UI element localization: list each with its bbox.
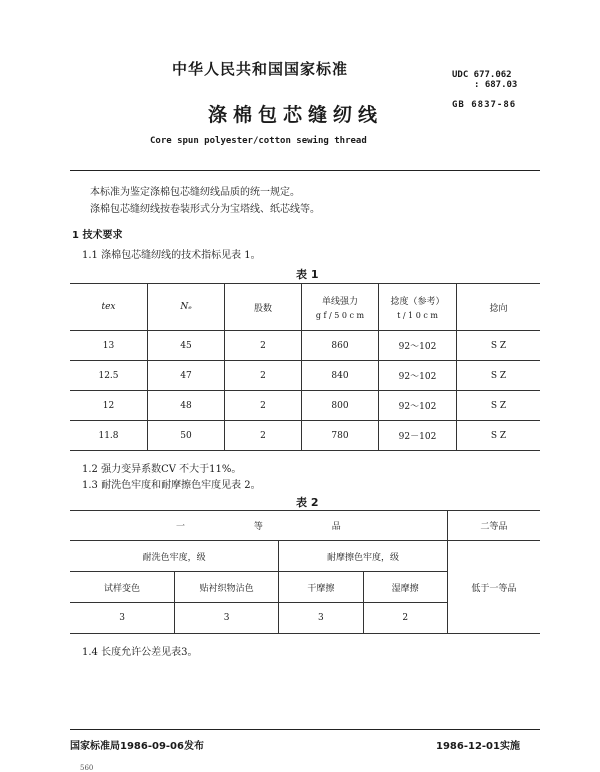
th-tex: tex	[70, 284, 148, 331]
table-2-grade-row	[70, 511, 540, 541]
cell-ne: 45	[148, 331, 225, 361]
cell-tex: 11.8	[70, 421, 148, 451]
cell-direction: S Z	[457, 391, 541, 421]
gb-code: GB 6837-86	[452, 100, 517, 110]
grade-1-char-3: 品	[331, 522, 341, 532]
table-2	[70, 510, 540, 634]
issue-date: 国家标准局1986-09-06发布	[70, 741, 204, 752]
th-twist-l2: t / 1 0 c m	[397, 311, 438, 320]
udc-line-1: UDC 677.062	[452, 70, 512, 80]
grade-1-header	[70, 511, 447, 541]
udc-line-2: : 687.03	[474, 80, 518, 90]
th-twist	[379, 284, 457, 331]
table-1-caption: 表 1	[296, 268, 319, 281]
section-1-heading: 1 技术要求	[72, 230, 123, 241]
standard-org-title: 中华人民共和国国家标准	[172, 60, 349, 78]
cell-tex: 13	[70, 331, 148, 361]
table-row	[70, 331, 540, 361]
stain-header: 贴衬织物沾色	[175, 572, 279, 603]
cell-strength: 860	[302, 331, 379, 361]
cell-twist: 92～102	[379, 361, 457, 391]
intro-para-1: 本标准为鉴定涤棉包芯缝纫线品质的统一规定。	[90, 187, 300, 198]
table-2-category-row	[70, 541, 540, 572]
effective-date: 1986-12-01实施	[436, 741, 520, 752]
grade-2-value: 低于一等品	[447, 541, 540, 634]
cell-ne: 47	[148, 361, 225, 391]
cell-sample-change: 3	[70, 603, 175, 634]
cell-ne: 48	[148, 391, 225, 421]
table-1	[70, 283, 540, 451]
cell-ply: 2	[225, 361, 302, 391]
page-number: 560	[80, 764, 94, 772]
table-2-caption: 表 2	[296, 496, 319, 509]
section-1-3: 1.3 耐洗色牢度和耐摩擦色牢度见表 2。	[82, 480, 261, 491]
th-strength	[302, 284, 379, 331]
wet-rub-header: 湿摩擦	[363, 572, 447, 603]
grade-1-char-2: 等	[253, 522, 263, 532]
cell-direction: S Z	[457, 421, 541, 451]
cell-dry-rub: 3	[279, 603, 363, 634]
cell-twist: 92～102	[379, 331, 457, 361]
cell-direction: S Z	[457, 331, 541, 361]
cell-twist: 92－102	[379, 421, 457, 451]
th-twist-l1: 捻度（参考）	[390, 297, 445, 307]
grade-1-char-1: 一	[176, 522, 186, 532]
rub-fastness-header: 耐摩擦色牢度，级	[279, 541, 448, 572]
cell-strength: 800	[302, 391, 379, 421]
cell-strength: 840	[302, 361, 379, 391]
document-title: 涤棉包芯缝纫线	[208, 104, 384, 126]
intro-para-2: 涤棉包芯缝纫线按卷装形式分为宝塔线、纸芯线等。	[90, 204, 320, 215]
table-row	[70, 361, 540, 391]
th-ne: Nₑ	[148, 284, 225, 331]
cell-ply: 2	[225, 421, 302, 451]
sample-change-header: 试样变色	[70, 572, 175, 603]
udc-code	[452, 70, 517, 90]
table-1-header-row	[70, 284, 540, 331]
th-strength-l1: 单线强力	[321, 297, 358, 307]
section-1-1: 1.1 涤棉包芯缝纫线的技术指标见表 1。	[82, 250, 261, 261]
cell-tex: 12	[70, 391, 148, 421]
cell-direction: S Z	[457, 361, 541, 391]
th-direction: 捻向	[457, 284, 541, 331]
cell-wet-rub: 2	[363, 603, 447, 634]
section-1-4: 1.4 长度允许公差见表3。	[82, 647, 198, 658]
wash-fastness-header: 耐洗色牢度，级	[70, 541, 279, 572]
th-ply: 股数	[225, 284, 302, 331]
cell-ne: 50	[148, 421, 225, 451]
cell-tex: 12.5	[70, 361, 148, 391]
cell-stain: 3	[175, 603, 279, 634]
table-row	[70, 391, 540, 421]
cell-strength: 780	[302, 421, 379, 451]
cell-ply: 2	[225, 331, 302, 361]
table-row	[70, 421, 540, 451]
cell-twist: 92～102	[379, 391, 457, 421]
section-1-2: 1.2 强力变异系数CV 不大于11%。	[82, 464, 242, 475]
header-rule	[70, 170, 540, 171]
document-title-en: Core spun polyester/cotton sewing thread	[150, 136, 367, 146]
footer-rule	[70, 729, 540, 730]
grade-2-header: 二等品	[447, 511, 540, 541]
cell-ply: 2	[225, 391, 302, 421]
dry-rub-header: 干摩擦	[279, 572, 363, 603]
th-strength-l2: g f / 5 0 c m	[315, 311, 365, 320]
